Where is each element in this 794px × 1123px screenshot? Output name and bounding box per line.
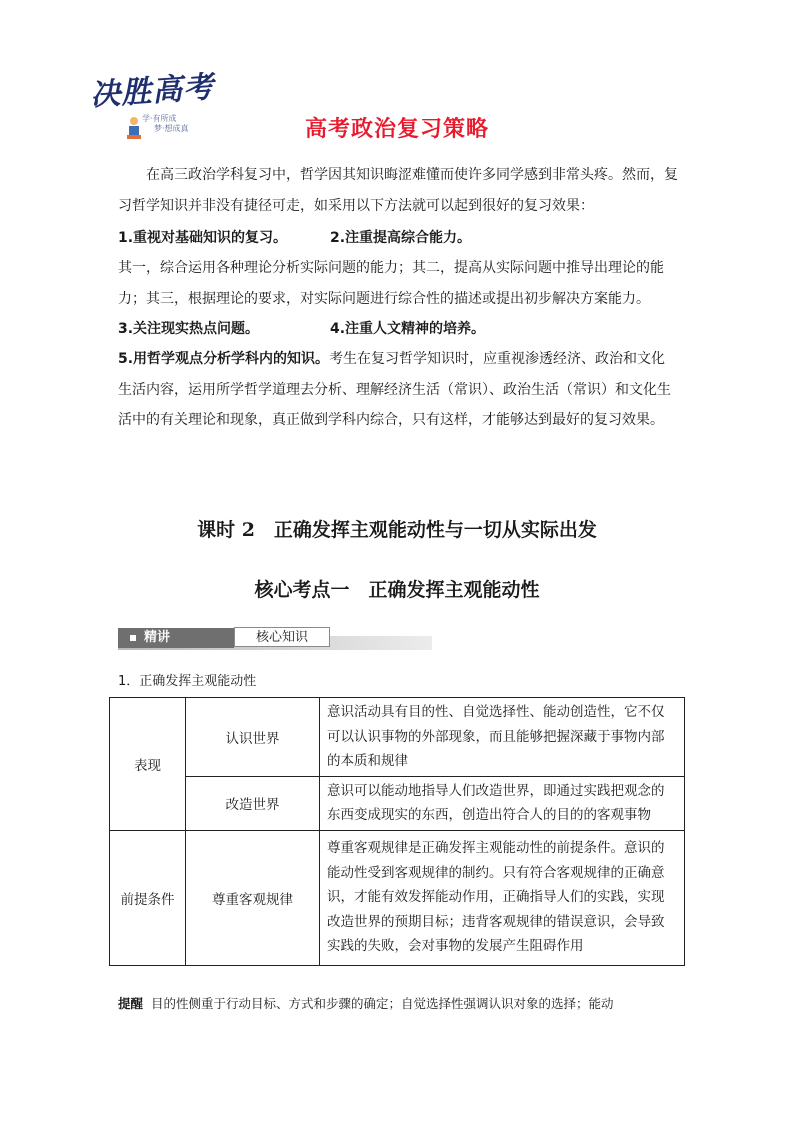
group-cell-precondition: 前提条件 — [110, 830, 186, 965]
table-row — [110, 698, 685, 777]
band-dark-tab — [118, 628, 234, 648]
band-light-tab: 核心知识 — [234, 627, 330, 647]
point-title: 核心考点一 正确发挥主观能动性 — [254, 579, 540, 601]
tips-row-1 — [118, 223, 471, 253]
tip-3: 3.关注现实热点问题。 — [118, 321, 260, 337]
logo-sub1: 学·有所成 — [142, 114, 177, 123]
logo-text: 决胜高考 — [89, 69, 216, 114]
row-text-respect-law: 尊重客观规律是正确发挥主观能动性的前提条件。意识的能动性受到客观规律的制约。只有符合客观规律的正确意识，才能有效发挥能动作用，正确指导人们的实践，实现改造世界的预期目标；违背客观规律的错误意识，会导致实践的失败，会对事物的发展产生阻碍作用 — [320, 830, 685, 965]
tip-5-body: 考生在复习哲学知识时，应重视渗透经济、政治和文化生活内容，运用所学哲学道理去分析、理解经济生活（常识）、政治生活（常识）和文化生活中的有关理论和现象，真正做到学科内综合，只有这样，才能够达到最好的复习效果。 — [118, 351, 671, 428]
tips-row-2 — [118, 314, 485, 344]
reminder-label: 提醒 — [118, 996, 144, 1011]
document-title: 高考政治复习策略 — [304, 117, 489, 142]
tip-5-paragraph — [118, 344, 678, 436]
tip-1: 1.重视对基础知识的复习。 — [118, 230, 288, 246]
tip-2-body: 其一，综合运用各种理论分析实际问题的能力；其二，提高从实际问题中推导出理论的能力；其三，根据理论的要求，对实际问题进行综合性的描述或提出初步解决方案能力。 — [118, 260, 664, 307]
reminder-text: 目的性侧重于行动目标、方式和步骤的确定；自觉选择性强调认识对象的选择；能动 — [151, 996, 614, 1011]
row-text-cognize: 意识活动具有目的性、自觉选择性、能动创造性，它不仅可以认识事物的外部现象，而且能够把握深藏于事物内部的本质和规律 — [320, 698, 685, 777]
reminder-note — [118, 994, 688, 1012]
band-dark-label: 精讲 — [144, 630, 171, 645]
square-bullet-icon — [130, 635, 136, 641]
section-label: 1．正确发挥主观能动性 — [118, 674, 257, 689]
row-label-cognize: 认识世界 — [186, 698, 320, 777]
section-band — [118, 626, 432, 652]
row-label-transform: 改造世界 — [186, 776, 320, 830]
intro-paragraph: 在高三政治学科复习中，哲学因其知识晦涩难懂而使许多同学感到非常头疼。然而，复习哲学知识并非没有捷径可走，如采用以下方法就可以起到很好的复习效果： — [118, 167, 678, 214]
row-text-transform: 意识可以能动地指导人们改造世界，即通过实践把观念的东西变成现实的东西，创造出符合人的目的的客观事物 — [320, 776, 685, 830]
logo-sub2: 梦·想成真 — [154, 124, 189, 133]
group-cell-performance: 表现 — [110, 698, 186, 831]
tip-2: 2.注重提高综合能力。 — [330, 230, 472, 246]
lesson-title: 课时 2 正确发挥主观能动性与一切从实际出发 — [197, 519, 597, 541]
tip-4: 4.注重人文精神的培养。 — [330, 321, 486, 337]
table-row — [110, 830, 685, 965]
row-label-respect-law: 尊重客观规律 — [186, 830, 320, 965]
table-row — [110, 776, 685, 830]
tip-5-heading: 5.用哲学观点分析学科内的知识。 — [118, 351, 330, 367]
core-knowledge-table — [109, 697, 685, 966]
